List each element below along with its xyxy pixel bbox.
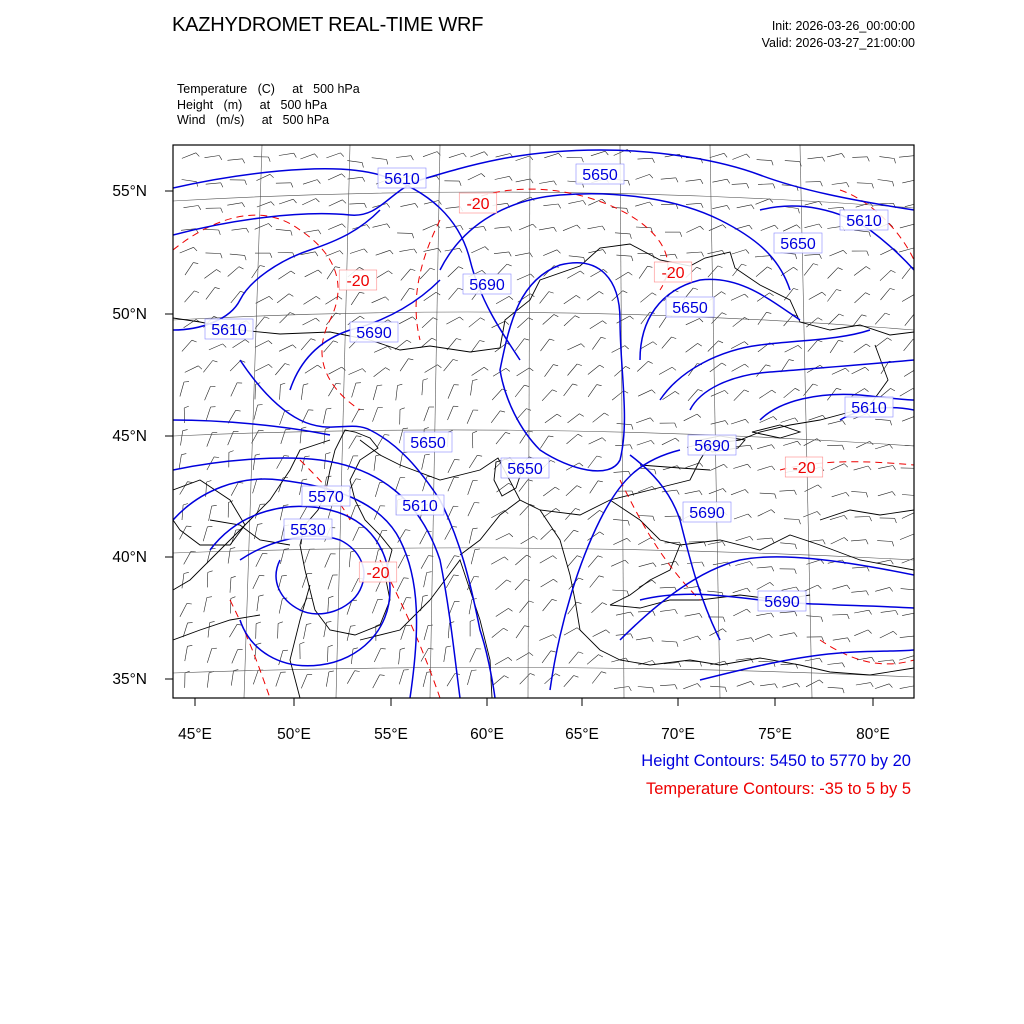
lon-tick-label: 75°E bbox=[758, 726, 792, 743]
height-contour-label: 5570 bbox=[308, 489, 344, 506]
height-contours bbox=[173, 150, 914, 698]
temperature-contour-label: -20 bbox=[792, 460, 816, 477]
height-contour-label: 5650 bbox=[672, 300, 708, 317]
height-contour-label: 5610 bbox=[402, 498, 438, 515]
height-contour-label: 5690 bbox=[469, 277, 505, 294]
temperature-label-layer bbox=[339, 193, 823, 582]
height-contour-label: 5610 bbox=[846, 213, 882, 230]
height-contour-label: 5690 bbox=[689, 505, 725, 522]
lon-tick-label: 55°E bbox=[374, 726, 408, 743]
map-title: KAZHYDROMET REAL-TIME WRF bbox=[172, 14, 484, 36]
temperature-contour-label: -20 bbox=[366, 565, 390, 582]
height-contour-label: 5610 bbox=[384, 171, 420, 188]
height-contour-label: 5650 bbox=[507, 461, 543, 478]
height-legend: Height Contours: 5450 to 5770 by 20 bbox=[641, 752, 911, 770]
init-time: Init: 2026-03-26_00:00:00 bbox=[771, 19, 915, 33]
variable-temperature: Temperature (C) at 500 hPa bbox=[177, 82, 360, 96]
height-contour-label: 5610 bbox=[211, 322, 247, 339]
lat-tick-label: 55°N bbox=[112, 183, 147, 200]
height-contour-label: 5650 bbox=[410, 435, 446, 452]
lon-tick-label: 45°E bbox=[178, 726, 212, 743]
height-contour-label: 5690 bbox=[356, 325, 392, 342]
height-contour-label: 5650 bbox=[780, 236, 816, 253]
temperature-contour-label: -20 bbox=[466, 196, 490, 213]
variable-height: Height (m) at 500 hPa bbox=[177, 97, 328, 112]
valid-time: Valid: 2026-03-27_21:00:00 bbox=[761, 36, 915, 50]
temperature-legend: Temperature Contours: -35 to 5 by 5 bbox=[645, 780, 911, 798]
map-frame bbox=[173, 145, 914, 698]
lat-tick-label: 50°N bbox=[112, 306, 147, 323]
height-contour-label: 5610 bbox=[851, 400, 887, 417]
lon-tick-label: 80°E bbox=[856, 726, 890, 743]
lon-tick-label: 70°E bbox=[661, 726, 695, 743]
height-contour-label: 5690 bbox=[764, 594, 800, 611]
height-contour-label: 5530 bbox=[290, 522, 326, 539]
height-contour-label: 5690 bbox=[694, 438, 730, 455]
lon-tick-label: 60°E bbox=[470, 726, 504, 743]
lat-tick-label: 35°N bbox=[112, 671, 147, 688]
lon-tick-label: 65°E bbox=[565, 726, 599, 743]
lon-tick-label: 50°E bbox=[277, 726, 311, 743]
temperature-contour-label: -20 bbox=[661, 265, 685, 282]
height-contour-label: 5650 bbox=[582, 167, 618, 184]
variable-wind: Wind (m/s) at 500 hPa bbox=[177, 113, 330, 127]
lat-tick-label: 45°N bbox=[112, 428, 147, 445]
lat-tick-label: 40°N bbox=[112, 549, 147, 566]
lat-lon-grid bbox=[173, 145, 914, 698]
sea-coastlines bbox=[173, 425, 800, 635]
temperature-contour-label: -20 bbox=[346, 273, 370, 290]
